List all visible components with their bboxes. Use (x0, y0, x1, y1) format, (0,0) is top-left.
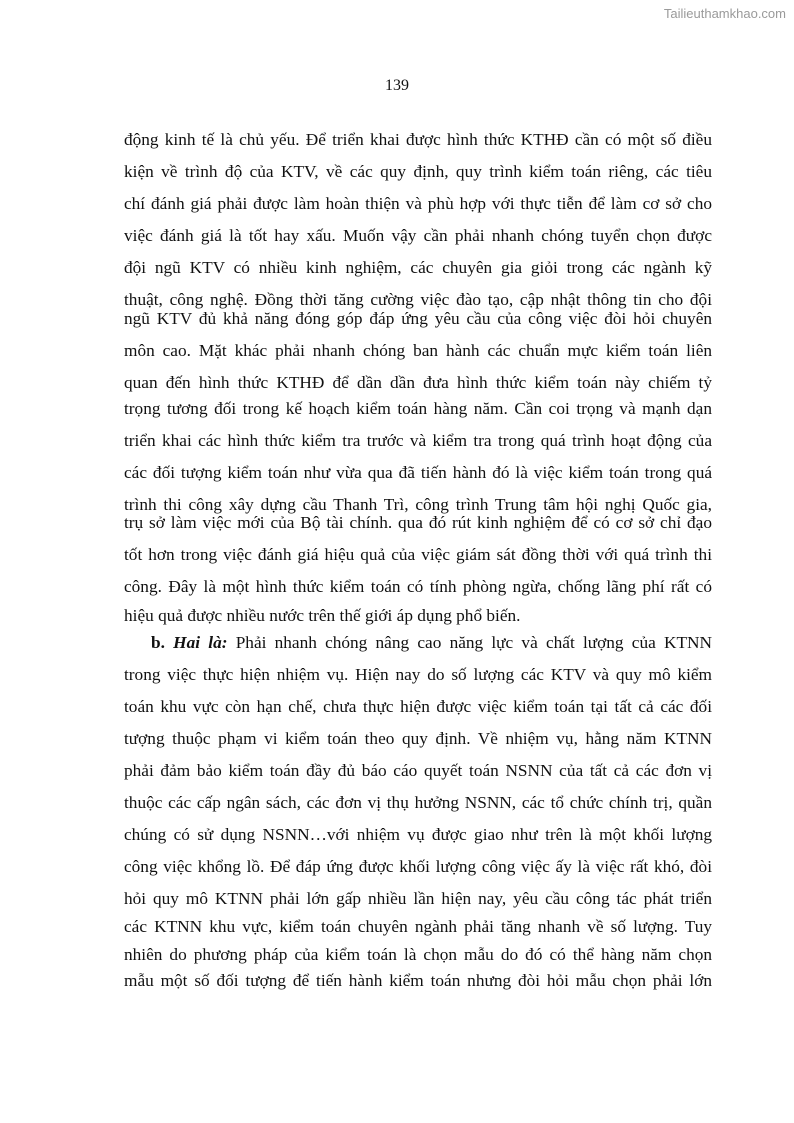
text-line: các đối tượng kiểm toán như vừa qua đã tiến hành đó là việc kiểm toán trong quá (124, 463, 712, 482)
list-marker: b. (151, 633, 174, 652)
text-line: phải đảm bảo kiểm toán đầy đủ báo cáo quyết toán NSNN của tất cả các đơn vị (124, 761, 712, 780)
text-line: quan đến hình thức KTHĐ để dần dần đưa hình thức kiểm toán này chiếm tỷ (124, 373, 712, 392)
text-line: mẫu một số đối tượng để tiến hành kiểm toán nhưng đòi hỏi mẫu chọn phải lớn (124, 971, 712, 990)
text-line: môn cao. Mặt khác phải nhanh chóng ban hành các chuẩn mực kiểm toán liên (124, 341, 712, 360)
point-heading: Hai là: (173, 633, 228, 652)
text-line: thuộc các cấp ngân sách, các đơn vị thụ hưởng NSNN, các tổ chức chính trị, quần (124, 793, 712, 812)
text-line: ngũ KTV đủ khả năng đóng góp đáp ứng yêu cầu của công việc đòi hỏi chuyên (124, 309, 712, 328)
text-span: Phải nhanh chóng nâng cao năng lực và chất lượng của KTNN (227, 633, 712, 652)
text-line: nhiên do phương pháp của kiểm toán là chọn mẫu do đó có thể hàng năm chọn (124, 945, 712, 964)
text-line: trọng tương đối trong kế hoạch kiểm toán hàng năm. Cần coi trọng và mạnh dạn (124, 399, 712, 418)
text-line: trình thi công xây dựng cầu Thanh Trì, công trình Trung tâm hội nghị Quốc gia, (124, 495, 712, 514)
text-line: thuật, công nghệ. Đồng thời tăng cường việc đào tạo, cập nhật thông tin cho đội (124, 290, 712, 309)
text-line: toán khu vực còn hạn chế, chưa thực hiện được việc kiểm toán tại tất cả các đối (124, 697, 712, 716)
text-line: trong việc thực hiện nhiệm vụ. Hiện nay do số lượng các KTV và quy mô kiểm (124, 665, 712, 684)
text-line: công việc khổng lồ. Để đáp ứng được khối lượng công việc ấy là việc rất khó, đòi (124, 857, 712, 876)
watermark: Tailieuthamkhao.com (663, 6, 786, 21)
text-line: hiệu quả được nhiều nước trên thế giới áp dụng phổ biến. (124, 606, 521, 625)
page-number: 139 (385, 77, 409, 94)
text-line: công. Đây là một hình thức kiểm toán có tính phòng ngừa, chống lãng phí rất có (124, 577, 712, 596)
text-line: việc đánh giá là tốt hay xấu. Muốn vậy cần phải nhanh chóng tuyển chọn được (124, 226, 712, 245)
text-line: triển khai các hình thức kiểm tra trước và kiểm tra trong quá trình hoạt động của (124, 431, 712, 450)
text-line: các KTNN khu vực, kiểm toán chuyên ngành phải tăng nhanh về số lượng. Tuy (124, 917, 712, 936)
text-line (151, 633, 712, 653)
text-line: đội ngũ KTV có nhiều kinh nghiệm, các chuyên gia giỏi trong các ngành kỹ (124, 258, 712, 277)
text-line: kiện về trình độ của KTV, về các quy định, quy trình kiểm toán riêng, các tiêu (124, 162, 712, 181)
text-line: chúng có sử dụng NSNN…với nhiệm vụ được giao như trên là một khối lượng (124, 825, 712, 844)
text-line: tượng thuộc phạm vi kiểm toán theo quy định. Về nhiệm vụ, hằng năm KTNN (124, 729, 712, 748)
text-line: tốt hơn trong việc đánh giá hiệu quả của việc giám sát đồng thời với quá trình thi (124, 545, 712, 564)
text-line: chí đánh giá phải được làm hoàn thiện và phù hợp với thực tiễn để làm cơ sở cho (124, 194, 712, 213)
text-line: trụ sở làm việc mới của Bộ tài chính. qua đó rút kinh nghiệm để có cơ sở chỉ đạo (124, 513, 712, 532)
text-line: động kinh tế là chủ yếu. Để triển khai được hình thức KTHĐ cần có một số điều (124, 130, 712, 149)
text-line: hỏi quy mô KTNN phải lớn gấp nhiều lần hiện nay, yêu cầu công tác phát triển (124, 889, 712, 908)
